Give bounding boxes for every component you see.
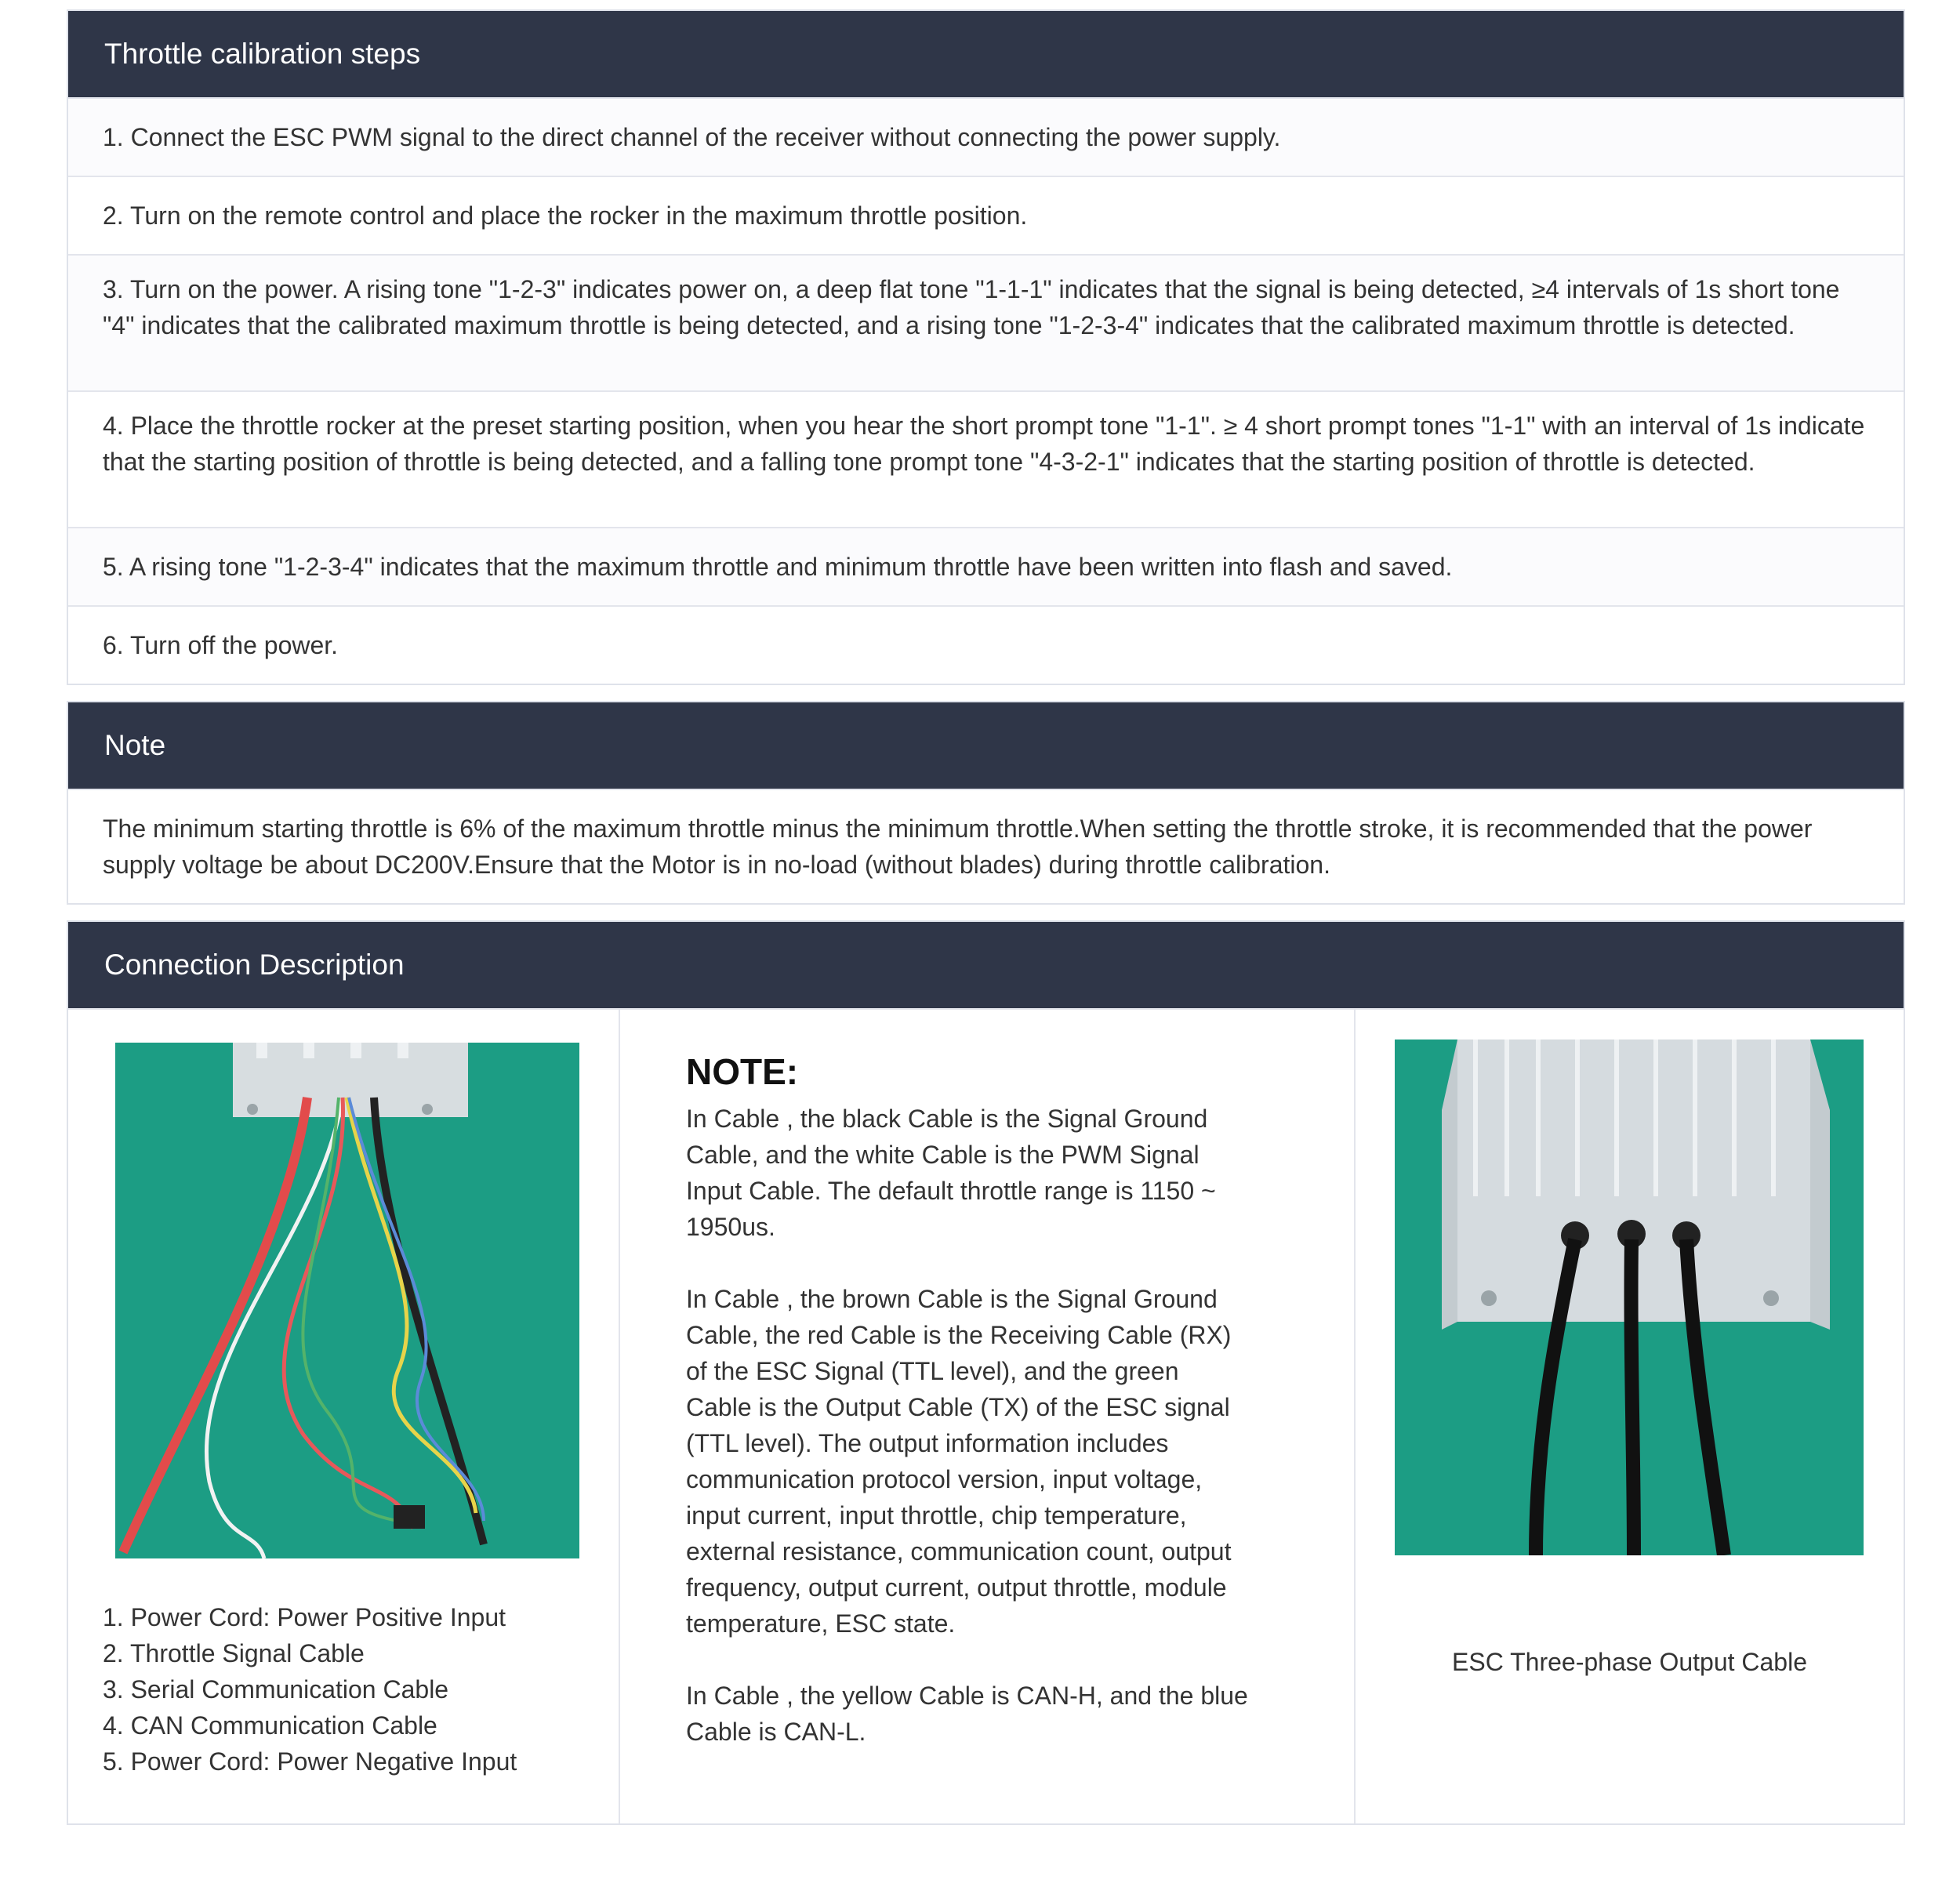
note-text: The minimum starting throttle is 6% of the maximum throttle minus the minimum throttle.When setting the throttle stroke, it is recommended that the power supply voltage be about DC200V.Ensure that the Motor is in no-load (without blades) during throttle calibration. xyxy=(68,789,1904,903)
cable-note-paragraph: In Cable , the brown Cable is the Signal Ground Cable, the red Cable is the Receiving Cable (RX) of the ESC Signal (TTL level), and the green Cable is the Output Cable (TX) of the ESC signal (TTL level). The output information includes communication protocol version, input voltage, input current, input throttle, chip temperature, external resistance, communication count, output frequency, output current, output throttle, module temperature, ESC state. xyxy=(686,1285,1232,1638)
wiring-photo xyxy=(115,1043,579,1558)
cable-note-paragraph: In Cable , the black Cable is the Signal Ground Cable, and the white Cable is the PWM Signal Input Cable. The default throttle range is 1150 ~ 1950us. xyxy=(686,1105,1216,1241)
note-header: Note xyxy=(68,702,1904,789)
output-cable-photo xyxy=(1395,1040,1864,1555)
note-section xyxy=(67,701,1905,905)
step-1: 1. Connect the ESC PWM signal to the direct channel of the receiver without connecting the power supply. xyxy=(68,97,1904,176)
cable-list-item: 4. CAN Communication Cable xyxy=(103,1711,437,1740)
cable-note-text xyxy=(686,1101,1250,1786)
step-4: 4. Place the throttle rocker at the preset starting position, when you hear the short prompt tone "1-1". ≥ 4 short prompt tones "1-1" with an interval of 1s indicate that the starting position of throttle is being detected, and a falling tone prompt tone "4-3-2-1" indicates that the starting position of throttle is detected. xyxy=(68,390,1904,527)
connection-section xyxy=(67,920,1905,1825)
calibration-header: Throttle calibration steps xyxy=(68,11,1904,97)
cable-list-item: 3. Serial Communication Cable xyxy=(103,1675,449,1704)
calibration-steps xyxy=(68,97,1904,684)
cable-list xyxy=(103,1599,517,1780)
step-5: 5. A rising tone "1-2-3-4" indicates that the maximum throttle and minimum throttle have been written into flash and saved. xyxy=(68,527,1904,605)
cable-list-item: 5. Power Cord: Power Negative Input xyxy=(103,1747,517,1776)
calibration-section xyxy=(67,9,1905,685)
page-content xyxy=(67,9,1905,1841)
output-cable-caption: ESC Three-phase Output Cable xyxy=(1452,1648,1807,1676)
cable-list-item: 1. Power Cord: Power Positive Input xyxy=(103,1603,506,1631)
cable-list-item: 2. Throttle Signal Cable xyxy=(103,1639,365,1667)
connection-columns xyxy=(68,1008,1904,1823)
note-column xyxy=(620,1010,1356,1823)
output-cable-column xyxy=(1356,1010,1904,1823)
cable-note-paragraph: In Cable , the yellow Cable is CAN-H, and the blue Cable is CAN-L. xyxy=(686,1682,1248,1746)
step-6: 6. Turn off the power. xyxy=(68,605,1904,684)
connection-header: Connection Description xyxy=(68,922,1904,1008)
wiring-column xyxy=(68,1010,620,1823)
cable-note-title: NOTE: xyxy=(686,1051,799,1092)
step-3: 3. Turn on the power. A rising tone "1-2-3" indicates power on, a deep flat tone "1-1-1" indicates that the signal is being detected, ≥4 intervals of 1s short tone "4" indicates that the calibrated maximum throttle is being detected, and a rising tone "1-2-3-4" indicates that the calibrated maximum throttle is detected. xyxy=(68,254,1904,390)
step-2: 2. Turn on the remote control and place the rocker in the maximum throttle position. xyxy=(68,176,1904,254)
